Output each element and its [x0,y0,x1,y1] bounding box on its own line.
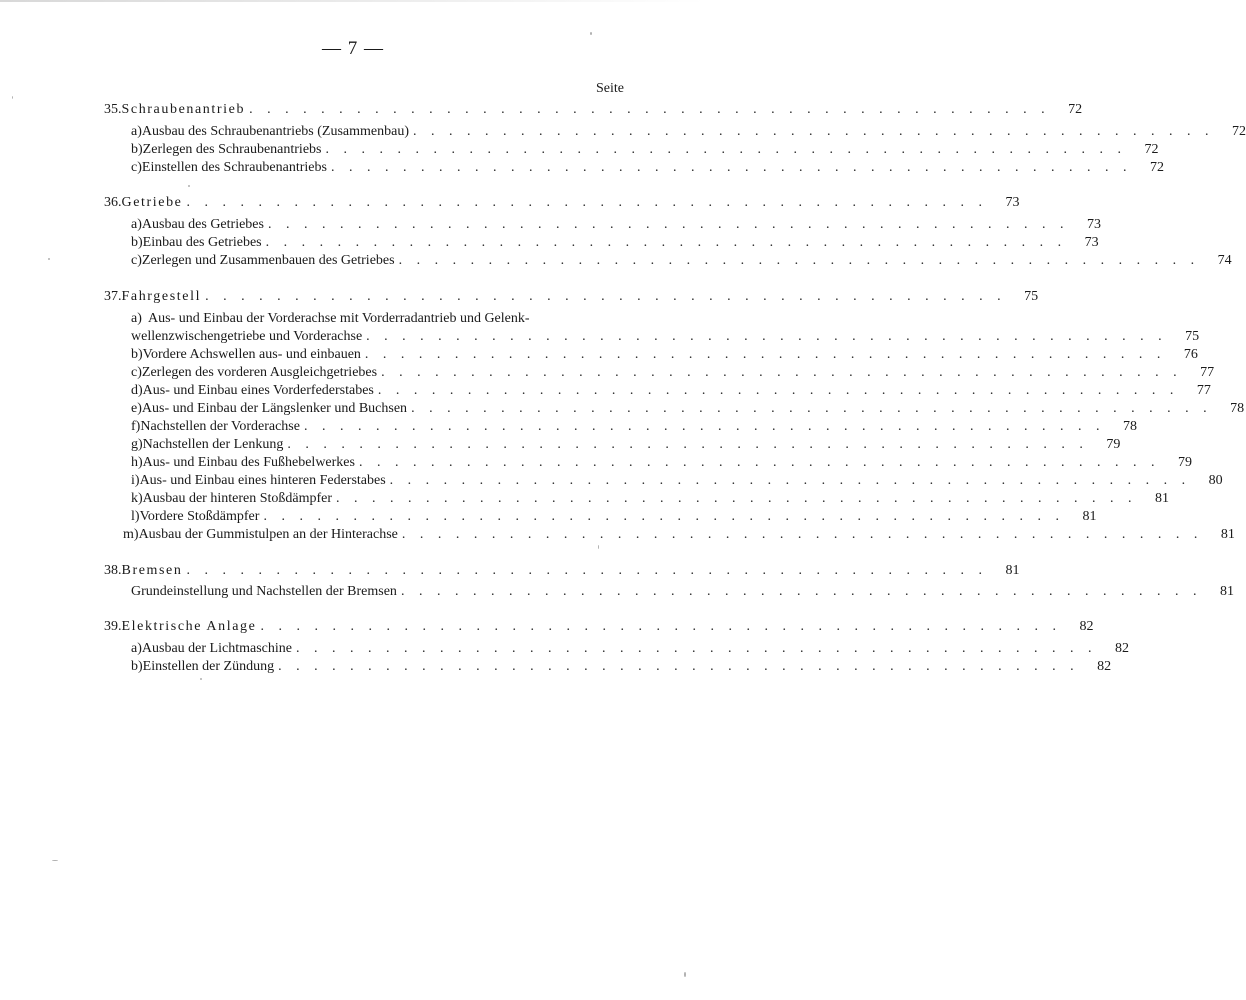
dot-leader: . . . . . . . . . . . . . . . . . . . . . . . . . . . . . . . . . . . . . . . . . . . . . [398,253,1200,268]
scan-speck [590,32,592,35]
toc-subentry [131,381,1211,400]
toc-page-number: 72 [1068,102,1083,117]
dot-leader: . . . . . . . . . . . . . . . . . . . . . . . . . . . . . . . . . . . . . . . . . . . . . [265,235,1067,250]
toc-section-title: Fahrgestell [121,289,202,304]
toc-subentry-label: c) [131,365,142,380]
toc-subentry [131,489,1170,508]
dot-leader: . . . . . . . . . . . . . . . . . . . . . . . . . . . . . . . . . . . . . . . . . . . . . [364,347,1166,362]
toc-subentry [131,657,1112,676]
toc-subentry-title: Ausbau des Schraubenantriebs (Zusammenbau) [141,124,409,139]
dot-leader: . . . . . . . . . . . . . . . . . . . . . . . . . . . . . . . . . . . . . . . . . . . . . [412,124,1214,139]
page-number: — 7 — [322,38,384,59]
toc-subentry-label: i) [131,473,140,488]
toc-subentry [131,140,1159,159]
toc-subentry-label: f) [131,419,141,434]
toc-section-title: Schraubenantrieb [121,102,246,117]
toc-subentry-title: Aus- und Einbau eines hinteren Federstabes [139,473,386,488]
toc-subentry [131,215,1101,234]
toc-page-number: 82 [1114,641,1129,656]
dot-leader: . . . . . . . . . . . . . . . . . . . . . . . . . . . . . . . . . . . . . . . . . . . . . [267,217,1069,232]
dot-leader: . . . . . . . . . . . . . . . . . . . . . . . . . . . . . . . . . . . . . . . . . . . . . [366,329,1168,344]
toc-page-number: 75 [1024,289,1039,304]
toc-page-number: 81 [1082,509,1097,524]
toc-subentry-label: h) [131,455,143,470]
toc-subentry-title: Vordere Achswellen aus- und einbauen [142,347,361,362]
toc-subentry-title: Grundeinstellung und Nachstellen der Bremsen [131,584,397,599]
toc-subentry-label: c) [131,253,142,268]
toc-subentry-label: a) [131,311,142,326]
toc-page-number: 82 [1079,619,1094,634]
toc-subentry [131,435,1121,454]
dot-leader: . . . . . . . . . . . . . . . . . . . . . . . . . . . . . . . . . . . . . . . . . . . . . [287,437,1089,452]
dot-leader: . . . . . . . . . . . . . . . . . . . . . . . . . . . . . . . . . . . . . . . . . . . . . [381,365,1183,380]
toc-page-number: 72 [1144,142,1159,157]
scan-speck [200,678,202,680]
toc-page-number: 80 [1208,473,1223,488]
toc-page-number: 77 [1200,365,1215,380]
toc-section-number: 38. [104,563,122,578]
toc-subentry-title: Ausbau des Getriebes [141,217,264,232]
toc-page-number: 79 [1106,437,1121,452]
toc-section-number: 35. [104,102,122,117]
scan-speck [52,860,58,861]
toc-section-number: 37. [104,289,122,304]
seite-column-header: Seite [596,81,624,96]
toc-subentry [131,417,1137,436]
dot-leader: . . . . . . . . . . . . . . . . . . . . . . . . . . . . . . . . . . . . . . . . . . . . . [205,289,1007,304]
toc-subentry-label: c) [131,160,142,175]
dot-leader: . . . . . . . . . . . . . . . . . . . . . . . . . . . . . . . . . . . . . . . . . . . . . [336,491,1138,506]
toc-page-number: 76 [1183,347,1198,362]
toc-page-number: 82 [1097,659,1112,674]
scan-top-edge [0,0,706,2]
toc-subentry-title: Einstellen des Schraubenantriebs [141,160,327,175]
toc-page-number: 79 [1177,455,1192,470]
toc-subentry-label: a) [131,217,142,232]
dot-leader: . . . . . . . . . . . . . . . . . . . . . . . . . . . . . . . . . . . . . . . . . . . . . [400,584,1202,599]
toc-page-number: 72 [1149,160,1164,175]
toc-subentry-label: g) [131,437,143,452]
toc-subentry-title: Ausbau der Gummistulpen an der Hinterachse [138,527,398,542]
toc-subentry [131,233,1099,252]
toc-subentry-title: Zerlegen des Schraubenantriebs [142,142,322,157]
toc-page-number: 75 [1185,329,1200,344]
toc-subentry-label: a) [131,124,142,139]
toc-subentry-label: d) [131,383,143,398]
toc-subentry-title: Aus- und Einbau der Vorderachse mit Vorderradantrieb und Gelenk- [148,311,530,326]
toc-subentry [131,363,1215,382]
toc-section [104,287,1039,306]
toc-subentry-label: a) [131,641,142,656]
toc-page-number: 73 [1005,195,1020,210]
toc-section-title: Bremsen [121,563,183,578]
toc-page-number: 72 [1231,124,1246,139]
toc-subentry [131,582,1234,601]
toc-subentry-label: b) [131,659,143,674]
toc-subentry-label: k) [131,491,143,506]
toc-subentry [131,399,1245,418]
dot-leader: . . . . . . . . . . . . . . . . . . . . . . . . . . . . . . . . . . . . . . . . . . . . . [389,473,1191,488]
toc-subentry [131,471,1223,490]
toc-page-number: 78 [1230,401,1245,416]
dot-leader: . . . . . . . . . . . . . . . . . . . . . . . . . . . . . . . . . . . . . . . . . . . . . [401,527,1203,542]
dot-leader: . . . . . . . . . . . . . . . . . . . . . . . . . . . . . . . . . . . . . . . . . . . . . [377,383,1179,398]
toc-section [104,193,1020,212]
toc-subentry [131,309,601,328]
toc-subentry-label: m) [123,527,139,542]
dot-leader: . . . . . . . . . . . . . . . . . . . . . . . . . . . . . . . . . . . . . . . . . . . . . [278,659,1080,674]
toc-subentry-title: Einbau des Getriebes [142,235,262,250]
toc-subentry [131,639,1129,658]
toc-subentry-label: b) [131,347,143,362]
toc-page-number: 73 [1084,235,1099,250]
toc-section [104,561,1020,580]
toc-subentry-title: wellenzwischengetriebe und Vorderachse [131,329,363,344]
toc-page-number: 81 [1220,527,1235,542]
toc-page-number: 74 [1217,253,1232,268]
toc-section-title: Elektrische Anlage [121,619,257,634]
toc-section-number: 36. [104,195,122,210]
scan-speck [12,96,13,99]
dot-leader: . . . . . . . . . . . . . . . . . . . . . . . . . . . . . . . . . . . . . . . . . . . . . [358,455,1160,470]
toc-subentry [131,453,1192,472]
toc-subentry-title: Vordere Stoßdämpfer [139,509,260,524]
toc-section-title: Getriebe [121,195,183,210]
toc-section-number: 39. [104,619,122,634]
dot-leader: . . . . . . . . . . . . . . . . . . . . . . . . . . . . . . . . . . . . . . . . . . . . . [295,641,1097,656]
toc-subentry [131,251,1232,270]
dot-leader: . . . . . . . . . . . . . . . . . . . . . . . . . . . . . . . . . . . . . . . . . . . . . [263,509,1065,524]
toc-page-number: 81 [1155,491,1170,506]
dot-leader: . . . . . . . . . . . . . . . . . . . . . . . . . . . . . . . . . . . . . . . . . . . . . [325,142,1127,157]
toc-subentry-label: b) [131,142,143,157]
toc-subentry-title: Zerlegen und Zusammenbauen des Getriebes [141,253,395,268]
toc-subentry-label: l) [131,509,140,524]
toc-page-number: 77 [1196,383,1211,398]
toc-subentry-title: Einstellen der Zündung [142,659,275,674]
scan-speck [188,185,190,187]
toc-subentry-label: b) [131,235,143,250]
scan-speck [684,972,686,977]
scan-speck [48,258,50,260]
toc-subentry-title: Ausbau der Lichtmaschine [141,641,292,656]
toc-subentry [131,158,1164,177]
scan-speck [598,545,599,549]
dot-leader: . . . . . . . . . . . . . . . . . . . . . . . . . . . . . . . . . . . . . . . . . . . . . [411,401,1213,416]
toc-page-number: 81 [1005,563,1020,578]
toc-subentry-title: Zerlegen des vorderen Ausgleichgetriebes [141,365,378,380]
toc-subentry-title: Aus- und Einbau des Fußhebelwerkes [142,455,355,470]
toc-page-number: 78 [1122,419,1137,434]
toc-subentry [131,345,1198,364]
toc-subentry [131,327,1200,346]
toc-section [104,617,1094,636]
dot-leader: . . . . . . . . . . . . . . . . . . . . . . . . . . . . . . . . . . . . . . . . . . . . . [330,160,1132,175]
toc-subentry [123,525,1235,544]
toc-section [104,100,1083,119]
toc-subentry-title: Ausbau der hinteren Stoßdämpfer [142,491,333,506]
dot-leader: . . . . . . . . . . . . . . . . . . . . . . . . . . . . . . . . . . . . . . . . . . . . . [186,563,988,578]
dot-leader: . . . . . . . . . . . . . . . . . . . . . . . . . . . . . . . . . . . . . . . . . . . . . [303,419,1105,434]
toc-subentry [131,507,1097,526]
toc-subentry-title: Nachstellen der Lenkung [142,437,284,452]
dot-leader: . . . . . . . . . . . . . . . . . . . . . . . . . . . . . . . . . . . . . . . . . . . . . [186,195,988,210]
toc-subentry-title: Nachstellen der Vorderachse [140,419,300,434]
toc-subentry [131,122,1246,141]
toc-subentry-title: Aus- und Einbau der Längslenker und Buchsen [141,401,408,416]
toc-subentry-title: Aus- und Einbau eines Vorderfederstabes [142,383,374,398]
dot-leader: . . . . . . . . . . . . . . . . . . . . . . . . . . . . . . . . . . . . . . . . . . . . . [249,102,1051,117]
toc-page-number: 73 [1086,217,1101,232]
dot-leader: . . . . . . . . . . . . . . . . . . . . . . . . . . . . . . . . . . . . . . . . . . . . . [260,619,1062,634]
toc-page-number: 81 [1219,584,1234,599]
toc-subentry-label: e) [131,401,142,416]
